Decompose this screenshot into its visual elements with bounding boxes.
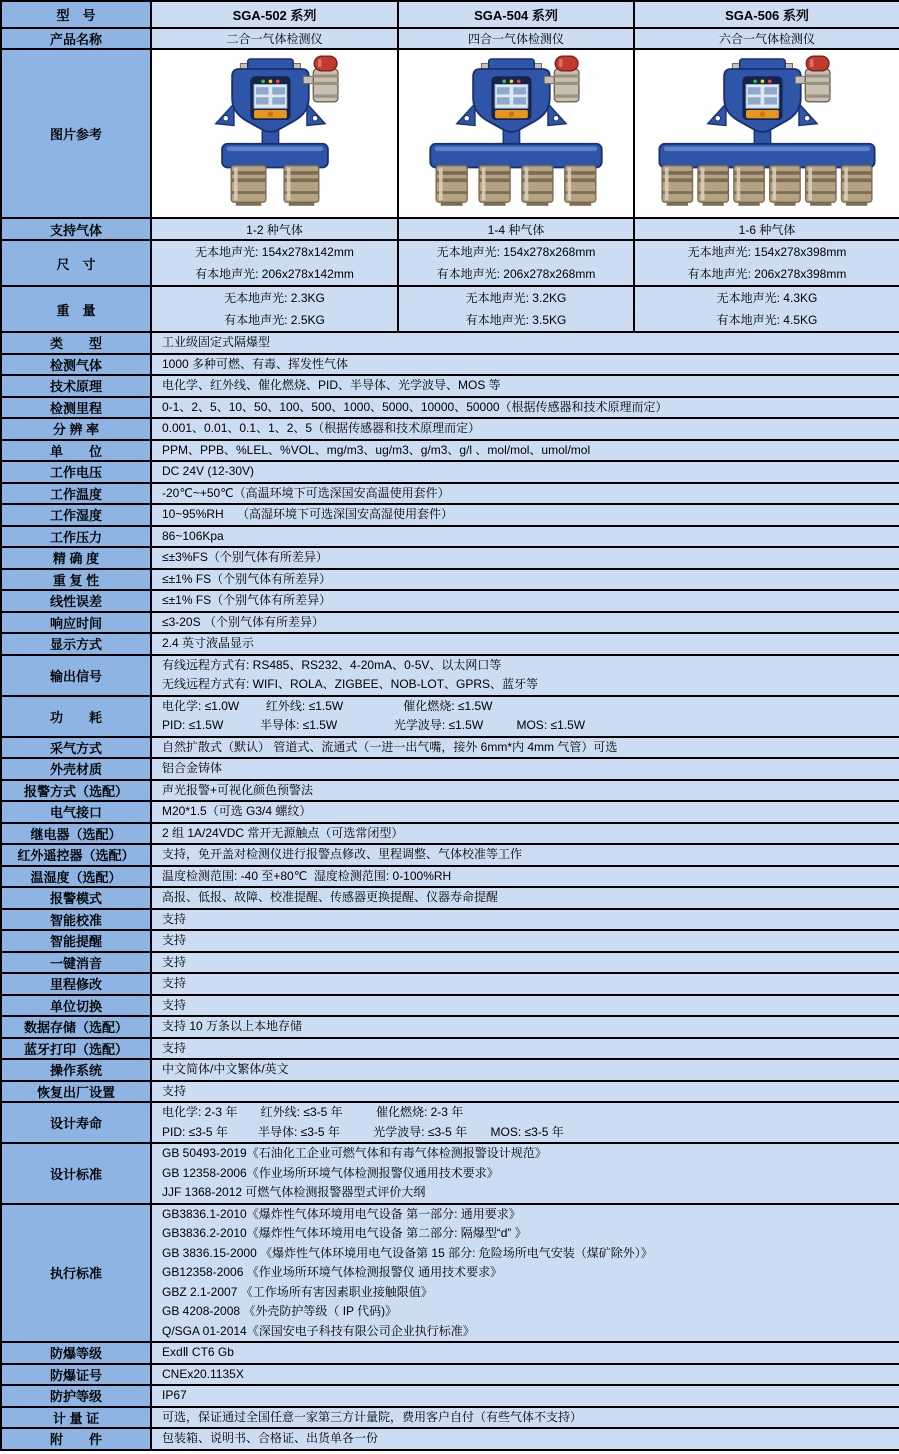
spec-label: 报警模式 [1, 887, 151, 909]
spec-label: 类 型 [1, 332, 151, 354]
size-506 [634, 240, 899, 286]
sensor-probe-icon [522, 166, 553, 206]
spec-label: 防爆等级 [1, 1342, 151, 1364]
spec-value [151, 844, 899, 866]
spec-value [151, 332, 899, 354]
spec-value-line: ≤±1% FS（个别气体有所差异） [162, 593, 332, 607]
product-name-row [1, 28, 899, 49]
spec-value-line: 电化学: 2-3 年 红外线: ≤3-5 年 催化燃烧: 2-3 年 [162, 1105, 464, 1119]
spec-row [1, 758, 899, 780]
spec-row [1, 590, 899, 612]
spec-value-line: 可选，保证通过全国任意一家第三方计量院，费用客户自付（有些气体不支持） [162, 1409, 583, 1424]
model-name-sga504: SGA-504 系列 [398, 1, 634, 28]
spec-value-line: GBZ 2.1-2007 《工作场所有害因素职业接触限值》 [162, 1284, 433, 1299]
spec-row [1, 780, 899, 802]
weight-line: 有本地声光: 2.5KG [224, 313, 325, 327]
spec-label: 工作温度 [1, 483, 151, 505]
spec-value [151, 569, 899, 591]
spec-value [151, 1102, 899, 1143]
spec-label: 智能提醒 [1, 930, 151, 952]
spec-value-line: 0.001、0.01、0.1、1、2、5（根据传感器和技术原理而定） [162, 421, 481, 435]
spec-value [151, 1143, 899, 1204]
spec-value-line: 支持 [162, 911, 187, 926]
spec-value [151, 375, 899, 397]
weight-line: 有本地声光: 4.5KG [716, 313, 818, 327]
spec-label: 线性误差 [1, 590, 151, 612]
sensor-probe-icon [841, 166, 871, 206]
weight-line: 有本地声光: 3.5KG [465, 313, 567, 327]
spec-value [151, 633, 899, 655]
spec-value [151, 1428, 899, 1450]
spec-row [1, 612, 899, 634]
product-row-label: 产品名称 [1, 28, 151, 49]
spec-value-line: 支持，免开盖对检测仪进行报警点修改、里程调整、气体校准等工作 [162, 847, 523, 861]
sensor-probe-icon [734, 166, 764, 206]
spec-value [151, 461, 899, 483]
spec-value-line: GB 3836.15-2000 《爆炸性气体环境用电气设备第 15 部分: 危险场所电气安装（煤矿除外）》 [162, 1245, 653, 1260]
spec-label: 工作压力 [1, 526, 151, 548]
sensor-probe-icon [698, 166, 728, 206]
spec-value [151, 930, 899, 952]
model-row-label: 型 号 [1, 1, 151, 28]
spec-row [1, 995, 899, 1017]
spec-value-line: Q/SGA 01-2014《深国安电子科技有限公司企业执行标准》 [162, 1323, 475, 1338]
weight-506 [634, 286, 899, 332]
supported-gas-row [1, 218, 899, 240]
spec-value [151, 995, 899, 1017]
spec-row [1, 1385, 899, 1407]
weight-row-label: 重 量 [1, 286, 151, 332]
sensor-probe-icon [436, 166, 467, 206]
weight-row [1, 286, 899, 332]
spec-value-line: 支持 [162, 1040, 187, 1055]
sensor-probe-icon [284, 166, 319, 206]
spec-value [151, 483, 899, 505]
spec-value [151, 1407, 899, 1429]
size-502 [151, 240, 398, 286]
spec-label: 重 复 性 [1, 569, 151, 591]
image-row [1, 49, 899, 218]
spec-value [151, 780, 899, 802]
spec-label: 计 量 证 [1, 1407, 151, 1429]
spec-value-line: 86~106Kpa [162, 528, 224, 543]
spec-value [151, 758, 899, 780]
model-name-sga502: SGA-502 系列 [151, 1, 398, 28]
spec-value-line: 支持 [162, 997, 187, 1012]
spec-row [1, 952, 899, 974]
spec-value [151, 737, 899, 759]
spec-value [151, 1038, 899, 1060]
product-photo-6in1 [634, 49, 899, 218]
spec-value-line: 支持 [162, 954, 187, 969]
spec-label: 温湿度（选配） [1, 866, 151, 888]
weight-line: 无本地声光: 3.2KG [465, 291, 567, 305]
spec-value-line: ≤3-20S （个别气体有所差异） [162, 614, 324, 629]
spec-value [151, 418, 899, 440]
spec-row [1, 1102, 899, 1143]
spec-row [1, 569, 899, 591]
spec-row [1, 354, 899, 376]
spec-value-line: 电化学: ≤1.0W 红外线: ≤1.5W 催化燃烧: ≤1.5W [162, 698, 493, 713]
spec-value-line: 1000 多种可燃、有毒、挥发性气体 [162, 356, 349, 371]
spec-value [151, 1204, 899, 1343]
gas-count-506: 1-6 种气体 [634, 218, 899, 240]
spec-label: 响应时间 [1, 612, 151, 634]
spec-row [1, 504, 899, 526]
spec-value-line: GB 12358-2006《作业场所环境气体检测报警仪通用技术要求》 [162, 1165, 499, 1180]
spec-label: 设计标准 [1, 1143, 151, 1204]
model-name-sga506: SGA-506 系列 [634, 1, 899, 28]
spec-value [151, 696, 899, 737]
size-line: 无本地声光: 154x278x398mm [687, 245, 847, 259]
spec-label: 单 位 [1, 440, 151, 462]
spec-label: 精 确 度 [1, 547, 151, 569]
spec-value-line: 支持 10 万条以上本地存储 [162, 1019, 303, 1033]
spec-value-line: 高报、低报、故障、校准提醒、传感器更换提醒、仪器寿命提醒 [162, 890, 499, 904]
spec-row [1, 547, 899, 569]
spec-value-line: DC 24V (12-30V) [162, 464, 255, 478]
size-504 [398, 240, 634, 286]
spec-label: 检测里程 [1, 397, 151, 419]
model-header-row [1, 1, 899, 28]
spec-value-line: ExdⅡ CT6 Gb [162, 1345, 234, 1359]
spec-row [1, 823, 899, 845]
gas-detector-illustration-2-sensors [161, 52, 389, 210]
spec-value [151, 1081, 899, 1103]
spec-row [1, 1364, 899, 1386]
sensor-probe-icon [479, 166, 510, 206]
spec-row [1, 930, 899, 952]
spec-label: 单位切换 [1, 995, 151, 1017]
spec-value-line: PPM、PPB、%LEL、%VOL、mg/m3、ug/m3、g/m3、g/l 、mol/mol、umol/mol [162, 442, 591, 457]
gas-detector-illustration-6-sensors [653, 52, 881, 210]
size-line: 无本地声光: 154x278x142mm [195, 245, 354, 259]
spec-row [1, 655, 899, 696]
spec-value-line: M20*1.5（可选 G3/4 螺纹） [162, 804, 312, 818]
spec-label: 工作湿度 [1, 504, 151, 526]
spec-value-line: 支持 [162, 976, 187, 990]
spec-value [151, 547, 899, 569]
spec-value [151, 590, 899, 612]
spec-label: 技术原理 [1, 375, 151, 397]
spec-row [1, 887, 899, 909]
spec-label: 智能校准 [1, 909, 151, 931]
spec-value [151, 1016, 899, 1038]
spec-row [1, 696, 899, 737]
spec-label: 报警方式（选配） [1, 780, 151, 802]
spec-value [151, 801, 899, 823]
spec-label: 继电器（选配） [1, 823, 151, 845]
spec-value [151, 1364, 899, 1386]
spec-row [1, 483, 899, 505]
spec-row [1, 844, 899, 866]
weight-line: 无本地声光: 2.3KG [224, 291, 325, 305]
spec-value-line: 10~95%RH （高湿环境下可选深国安高湿使用套件） [162, 507, 454, 521]
product-photo-4in1 [398, 49, 634, 218]
spec-value-line: 0-1、2、5、10、50、100、500、1000、5000、10000、50000（根据传感器和技术原理而定） [162, 399, 668, 414]
spec-value-line: 无线远程方式有: WIFI、ROLA、ZIGBEE、NOB-LOT、GPRS、蓝牙等 [162, 677, 539, 691]
spec-value [151, 973, 899, 995]
spec-value-line: ≤±3%FS（个别气体有所差异） [162, 550, 328, 564]
spec-row [1, 418, 899, 440]
spec-label: 显示方式 [1, 633, 151, 655]
spec-value-line: 工业级固定式隔爆型 [162, 335, 271, 349]
spec-value-line: 2.4 英寸液晶显示 [162, 636, 255, 650]
spec-value-line: 2 组 1A/24VDC 常开无源触点（可选常闭型） [162, 825, 404, 840]
sensor-probe-icon [231, 166, 266, 206]
spec-value-line: 有线远程方式有: RS485、RS232、4-20mA、0-5V、以太网口等 [162, 657, 502, 672]
image-row-label: 图片参考 [1, 49, 151, 218]
spec-label: 恢复出厂设置 [1, 1081, 151, 1103]
spec-row [1, 909, 899, 931]
spec-label: 红外遥控器（选配） [1, 844, 151, 866]
spec-value [151, 887, 899, 909]
spec-label: 功 耗 [1, 696, 151, 737]
spec-label: 执行标准 [1, 1204, 151, 1343]
spec-row [1, 633, 899, 655]
spec-value-line: 支持 [162, 1083, 187, 1098]
spec-value [151, 823, 899, 845]
spec-value-line: 铝合金铸体 [162, 761, 223, 775]
spec-value [151, 866, 899, 888]
spec-value [151, 655, 899, 696]
spec-label: 数据存储（选配） [1, 1016, 151, 1038]
spec-value-line: 自然扩散式（默认） 管道式、流通式（一进一出气嘴，接外 6mm*内 4mm 气管）可选 [162, 739, 618, 754]
spec-value-line: 中文简体/中文繁体/英文 [162, 1062, 289, 1076]
product-name-4in1: 四合一气体检测仪 [398, 28, 634, 49]
spec-label: 蓝牙打印（选配） [1, 1038, 151, 1060]
spec-row [1, 526, 899, 548]
spec-value [151, 440, 899, 462]
gas-detector-illustration-4-sensors [402, 52, 630, 210]
spec-value-line: CNEx20.1135X [162, 1366, 244, 1381]
weight-502 [151, 286, 398, 332]
spec-value [151, 504, 899, 526]
spec-label: 一键消音 [1, 952, 151, 974]
spec-row [1, 397, 899, 419]
gas-row-label: 支持气体 [1, 218, 151, 240]
dimensions-row [1, 240, 899, 286]
spec-label: 采气方式 [1, 737, 151, 759]
spec-label: 设计寿命 [1, 1102, 151, 1143]
spec-value-line: GB3836.1-2010《爆炸性气体环境用电气设备 第一部分: 通用要求》 [162, 1206, 521, 1221]
spec-value-line: GB 50493-2019《石油化工企业可燃气体和有毒气体检测报警设计规范》 [162, 1146, 547, 1160]
spec-value [151, 354, 899, 376]
spec-value-line: 温度检测范围: -40 至+80℃ 湿度检测范围: 0-100%RH [162, 868, 452, 883]
spec-label: 工作电压 [1, 461, 151, 483]
spec-label: 检测气体 [1, 354, 151, 376]
weight-line: 无本地声光: 4.3KG [716, 291, 818, 305]
spec-value [151, 952, 899, 974]
size-line: 有本地声光: 206x278x142mm [195, 267, 354, 281]
spec-row [1, 332, 899, 354]
gas-count-502: 1-2 种气体 [151, 218, 398, 240]
spec-label: 防护等级 [1, 1385, 151, 1407]
spec-row [1, 1059, 899, 1081]
sensor-probe-icon [770, 166, 800, 206]
spec-row [1, 973, 899, 995]
spec-value-line: PID: ≤1.5W 半导体: ≤1.5W 光学波导: ≤1.5W MOS: ≤1.5W [162, 718, 586, 732]
spec-value [151, 1385, 899, 1407]
spec-row [1, 1407, 899, 1429]
spec-label: 防爆证号 [1, 1364, 151, 1386]
spec-value [151, 612, 899, 634]
sensor-probe-icon [662, 166, 692, 206]
spec-value [151, 909, 899, 931]
spec-row [1, 737, 899, 759]
spec-row [1, 866, 899, 888]
spec-row [1, 1342, 899, 1364]
spec-value-line: 支持 [162, 933, 187, 947]
product-name-2in1: 二合一气体检测仪 [151, 28, 398, 49]
product-name-6in1: 六合一气体检测仪 [634, 28, 899, 49]
spec-value-line: -20℃~+50℃（高温环境下可选深国安高温使用套件） [162, 485, 450, 500]
spec-label: 电气接口 [1, 801, 151, 823]
size-line: 无本地声光: 154x278x268mm [436, 245, 596, 259]
spec-row [1, 1016, 899, 1038]
size-line: 有本地声光: 206x278x268mm [436, 267, 596, 281]
spec-label: 分 辨 率 [1, 418, 151, 440]
spec-label: 里程修改 [1, 973, 151, 995]
spec-row [1, 1143, 899, 1204]
spec-label: 外壳材质 [1, 758, 151, 780]
size-line: 有本地声光: 206x278x398mm [687, 267, 847, 281]
spec-value-line: 电化学、红外线、催化燃烧、PID、半导体、光学波导、MOS 等 [162, 378, 501, 392]
spec-value-line: IP67 [162, 1388, 187, 1402]
spec-value-line: ≤±1% FS（个别气体有所差异） [162, 571, 332, 586]
spec-row [1, 1081, 899, 1103]
spec-label: 输出信号 [1, 655, 151, 696]
spec-value-line: 包装箱、说明书、合格证、出货单各一份 [162, 1431, 379, 1445]
spec-label: 操作系统 [1, 1059, 151, 1081]
spec-value-line: GB3836.2-2010《爆炸性气体环境用电气设备 第二部分: 隔爆型“d” 》 [162, 1226, 527, 1240]
spec-label: 附 件 [1, 1428, 151, 1450]
spec-row [1, 801, 899, 823]
spec-row [1, 461, 899, 483]
weight-504 [398, 286, 634, 332]
spec-row [1, 1428, 899, 1450]
spec-value-line: PID: ≤3-5 年 半导体: ≤3-5 年 光学波导: ≤3-5 年 MOS: ≤3-5 年 [162, 1124, 564, 1139]
sensor-probe-icon [806, 166, 836, 206]
spec-value-line: GB 4208-2008 《外壳防护等级（ IP 代码)》 [162, 1304, 398, 1318]
spec-row [1, 440, 899, 462]
spec-row [1, 375, 899, 397]
size-row-label: 尺 寸 [1, 240, 151, 286]
spec-value [151, 1059, 899, 1081]
spec-value-line: JJF 1368-2012 可燃气体检测报警器型式评价大纲 [162, 1185, 426, 1199]
spec-value [151, 526, 899, 548]
sensor-probe-icon [565, 166, 596, 206]
spec-value-line: GB12358-2006 《作业场所环境气体检测报警仪 通用技术要求》 [162, 1265, 503, 1279]
spec-value [151, 397, 899, 419]
spec-row [1, 1038, 899, 1060]
product-photo-2in1 [151, 49, 398, 218]
spec-value [151, 1342, 899, 1364]
spec-row [1, 1204, 899, 1343]
gas-count-504: 1-4 种气体 [398, 218, 634, 240]
spec-value-line: 声光报警+可视化颜色预警法 [162, 782, 314, 797]
